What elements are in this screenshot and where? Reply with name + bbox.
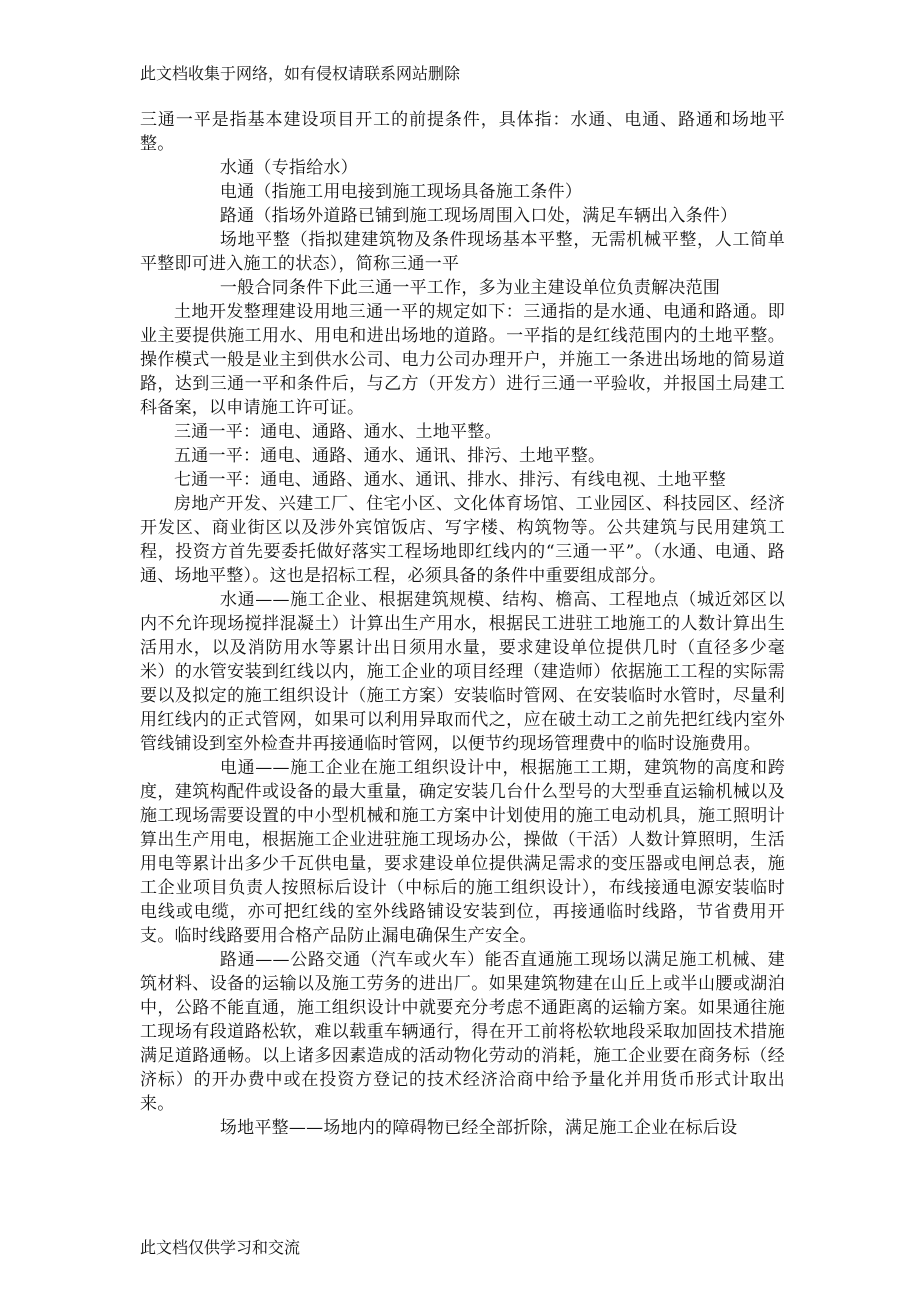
paragraph-land-development: 土地开发整理建设用地三通一平的规定如下：三通指的是水通、电通和路通。即业主要提供施工用水、用电和进出场地的道路。一平指的是红线范围内的土地平整。操作模式一般是业主到供水公司、电力公司办理开户，并施工一条进出场地的简易道路，达到三通一平和条件后，与乙方（开发方）进行三通一平验收，并报国土局建工科备案，以申请施工许可证。 [140,302,785,418]
paragraph-contract-scope: 一般合同条件下此三通一平工作，多为业主建设单位负责解决范围 [219,278,721,298]
paragraph-real-estate: 房地产开发、兴建工厂、住宅小区、文化体育场馆、工业园区、科技园区、经济开发区、商业街区以及涉外宾馆饭店、写字楼、构筑物等。公共建筑与民用建筑工程，投资方首先要委托做好落实工程场地即红线内的“三通一平”。（水通、电通、路通、场地平整）。这也是招标工程，必须具备的条件中重要组成部分。 [140,494,785,586]
paragraph-electricity-detail: 电通——施工企业在施工组织设计中，根据施工工期，建筑物的高度和跨度，建筑构配件或设备的最大重量，确定安装几台什么型号的大型垂直运输机械以及施工现场需要设置的中小型机械和施工方案中计划使用的施工电动机具，施工照明计算出生产用电，根据施工企业进驻施工现场办公，操做（干活）人数计算照明，生活用电等累计出多少千瓦供电量，要求建设单位提供满足需求的变压器或电闸总表，施工企业项目负责人按照标后设计（中标后的施工组织设计），布线接通电源安装临时电线或电缆，亦可把红线的室外线路铺设安装到位，再接通临时线路，节省费用开支。临时线路要用合格产品防止漏电确保生产安全。 [140,758,785,946]
paragraph-site-leveling: 场地平整（指拟建建筑物及条件现场基本平整，无需机械平整，人工简单平整即可进入施工的状态），简称三通一平 [140,230,785,274]
paragraph-water-detail: 水通——施工企业、根据建筑规模、结构、檐高、工程地点（城近郊区以内不允许现场搅拌混凝土）计算出生产用水，根据民工进驻工地施工的人数计算出生活用水，以及消防用水等累计出日须用水量，要求建设单位提供几时（直径多少毫米）的水管安装到红线以内，施工企业的项目经理（建造师）依据施工工程的实际需要以及拟定的施工组织设计（施工方案）安装临时管网、在安装临时水管时，尽量利用红线内的正式管网，如果可以利用异取而代之，应在破土动工之前先把红线内室外管线铺设到室外检查井再接通临时管网，以便节约现场管理费中的临时设施费用。 [140,590,785,754]
paragraph-three-one: 三通一平：通电、通路、通水、土地平整。 [174,422,502,442]
paragraph-electricity: 电通（指施工用电接到施工现场具备施工条件） [219,182,583,202]
paragraph-road: 路通（指场外道路已铺到施工现场周围入口处，满足车辆出入条件） [219,206,738,226]
paragraph-intro: 三通一平是指基本建设项目开工的前提条件，具体指：水通、电通、路通和场地平整。 [140,110,785,154]
paragraph-seven-one: 七通一平：通电、通路、通水、通讯、排水、排污、有线电视、土地平整 [174,470,726,490]
header-note: 此文档收集于网络，如有侵权请联系网站删除 [140,64,461,83]
document-body [140,108,785,1140]
paragraph-water: 水通（专指给水） [219,158,358,178]
footer-note: 此文档仅供学习和交流 [140,1238,301,1257]
paragraph-site-leveling-detail: 场地平整——场地内的障碍物已经全部折除，满足施工企业在标后设 [219,1118,738,1138]
paragraph-five-one: 五通一平：通电、通路、通水、通讯、排污、土地平整。 [174,446,606,466]
paragraph-road-detail: 路通——公路交通（汽车或火车）能否直通施工现场以满足施工机械、建筑材料、设备的运输以及施工劳务的进出厂。如果建筑物建在山丘上或半山腰或湖泊中，公路不能直通，施工组织设计中就要充分考虑不通距离的运输方案。如果通往施工现场有段道路松软，难以载重车辆通行，得在开工前将松软地段采取加固技术措施满足道路通畅。以上诸多因素造成的活动物化劳动的消耗，施工企业要在商务标（经济标）的开办费中或在投资方登记的技术经济洽商中给予量化并用货币形式计取出来。 [140,950,785,1114]
